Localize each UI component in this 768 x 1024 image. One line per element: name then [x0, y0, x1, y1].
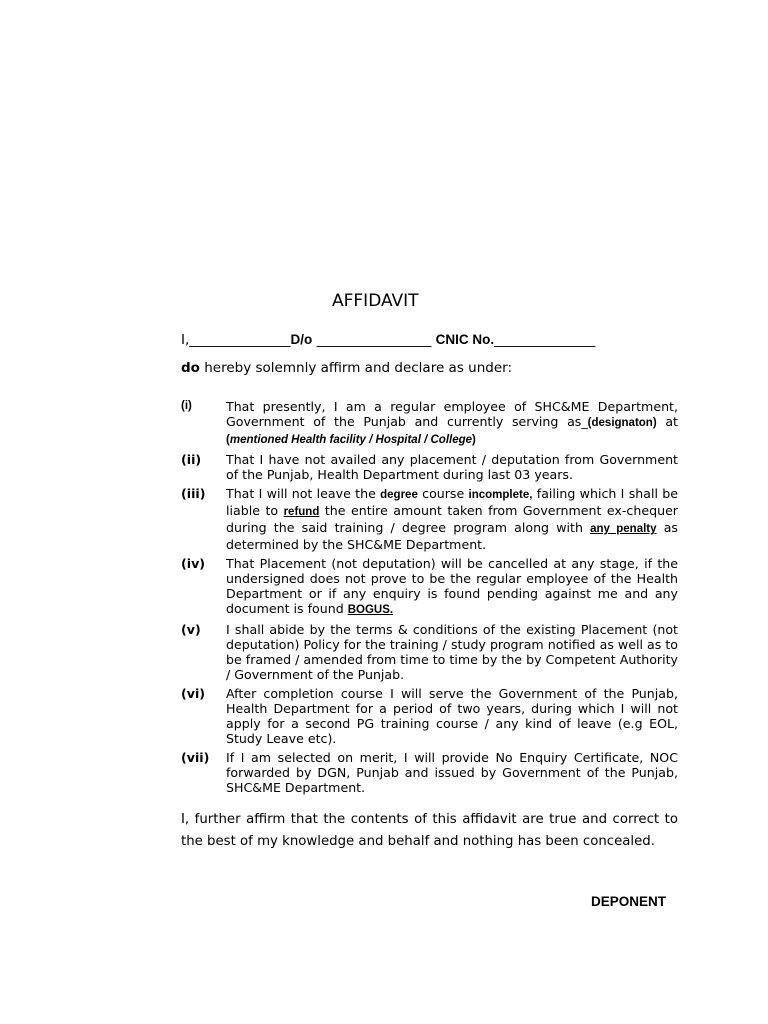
item-text: That Placement (not deputation) will be cancelled at any stage, if the undersigned does not prove to be the regular employee of the Health Department or if any enquiry is found pending against me and any document is found BOGUS.	[226, 556, 678, 616]
identity-line	[181, 332, 651, 348]
declaration-line	[181, 360, 512, 376]
item-number: (v)	[181, 622, 201, 637]
closing-statement: I, further affirm that the contents of this affidavit are true and correct to the best of my knowledge and behalf and nothing has been concealed.	[181, 812, 678, 849]
list-item	[181, 486, 678, 552]
list-item	[181, 622, 678, 682]
item-text: If I am selected on merit, I will provide No Enquiry Certificate, NOC forwarded by DGN, Punjab and issued by Government of the Punjab, SHC&ME Department.	[226, 750, 678, 795]
item-number: (vi)	[181, 686, 206, 701]
cnic-blank: _______________	[494, 332, 596, 348]
declaration-bold-word: do	[181, 360, 200, 376]
deponent-signature-label: DEPONENT	[591, 894, 667, 909]
list-item	[181, 399, 678, 448]
list-item	[181, 556, 678, 618]
item-number: (i)	[181, 400, 192, 412]
cnic-label: CNIC No.	[435, 332, 495, 347]
item-text: That I have not availed any placement / deputation from Government of the Punjab, Health Department during last 03 years.	[226, 452, 678, 482]
identity-prefix: I,	[181, 332, 190, 348]
item-number: (iii)	[181, 486, 206, 501]
item-text: After completion course I will serve the Government of the Punjab, Health Department for a period of two years, during which I will not apply for a second PG training course / any kind of leave (e.g EOL, Study Leave etc).	[226, 686, 678, 746]
list-item	[181, 452, 678, 482]
item-text: I shall abide by the terms & conditions of the existing Placement (not deputation) Policy for the training / study program notified as well as to be framed / amended from time to time by the by Competent Authority / Government of the Punjab.	[226, 622, 678, 682]
item-text: That I will not leave the degree course incomplete, failing which I shall be liable to refund the entire amount taken from Government ex-chequer during the said training / degree program along with any penalty as determined by the SHC&ME Department.	[226, 486, 678, 552]
parent-name-blank: _________________	[316, 332, 432, 348]
item-number: (vii)	[181, 750, 210, 765]
list-item	[181, 750, 678, 795]
document-title: AFFIDAVIT	[332, 291, 419, 311]
item-number: (iv)	[181, 556, 206, 571]
name-blank: _______________	[189, 332, 291, 348]
declaration-text: hereby solemnly affirm and declare as under:	[199, 360, 512, 376]
item-number: (ii)	[181, 452, 202, 467]
item-text: That presently, I am a regular employee of SHC&ME Department, Government of the Punjab and currently serving as_(designaton) at (mentioned Health facility / Hospital / College)	[226, 399, 678, 446]
affirmation-list	[181, 399, 678, 799]
do-label: D/o	[290, 332, 313, 347]
list-item	[181, 686, 678, 746]
